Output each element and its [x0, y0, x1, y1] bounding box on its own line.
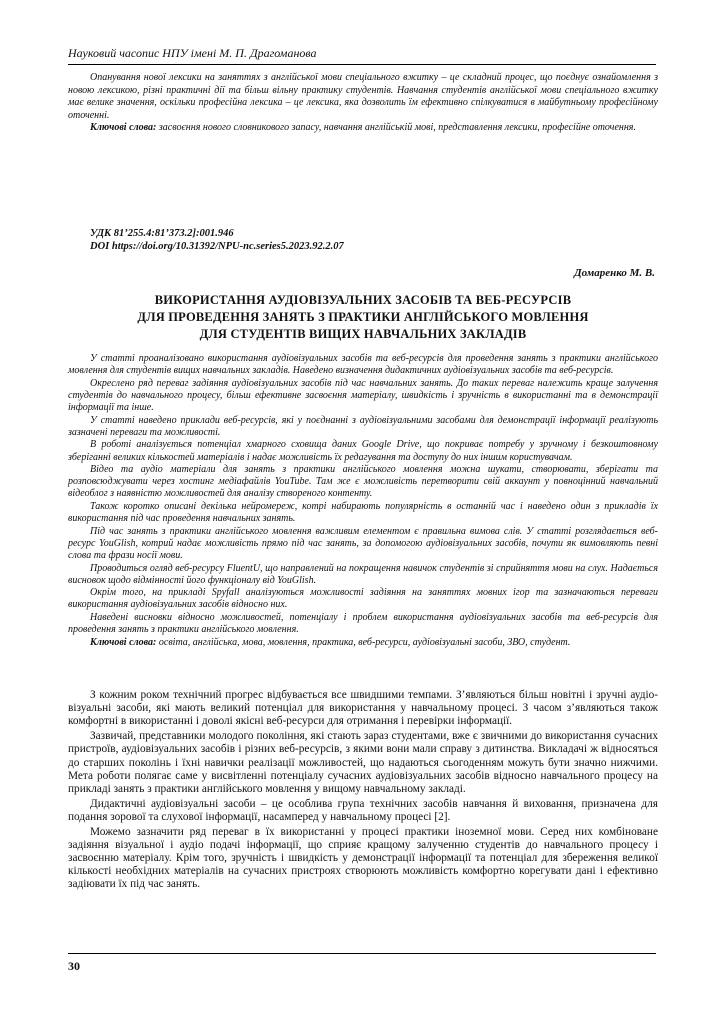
abstract-paragraph: Під час занять з практики англійського мовлення важливим елементом є правильна вимова слів. У статті розглядається веб-ресурс YouGlish, котрий надає можливість прямо під час занять, за допомогою аудіовізуальних засобів, почути як вимовляють певні слова та фрази носії мови. [68, 525, 658, 562]
header-rule [68, 64, 656, 65]
doi-link: DOI https://doi.org/10.31392/NPU-nc.series5.2023.92.2.07 [90, 241, 344, 252]
article-body [68, 689, 658, 893]
previous-article-abstract [68, 72, 658, 135]
keywords-label: Ключові слова: [90, 636, 157, 648]
body-paragraph: Дидактичні аудіовізуальні засоби – це особлива група технічних засобів навчання й виховання, призначена для подання зорової та слухової інформації, насамперед у навчальному процесі [2]. [68, 797, 658, 823]
abstract-paragraph: Проводиться огляд веб-ресурсу FluentU, що направлений на покращення навичок студентів зі сприйняття мови на слух. Надається висновок щодо відмінності його функціоналу від YouGlish. [68, 562, 658, 586]
article-abstract [68, 353, 658, 649]
article-identifiers [90, 227, 650, 253]
journal-header: Науковий часопис НПУ імені М. П. Драгоманова [68, 46, 317, 60]
title-line-1: ВИКОРИСТАННЯ АУДІОВІЗУАЛЬНИХ ЗАСОБІВ ТА ВЕБ-РЕСУРСІВ [154, 293, 572, 307]
previous-abstract-text: Опанування нової лексики на заняттях з англійської мови спеціального вжитку – це складний процес, що поєднує ознайомлення з новою лексикою, різні практичні дії та більш вільну практику студентів. Навчання студентів англійської мови спеціального вжитку має велике значення, оскільки професійна лексика – це лексика, яка дозволить їм ефективно спілкуватися в майбутньому професійному оточенні. [68, 72, 658, 121]
abstract-paragraph: В роботі аналізується потенціал хмарного сховища даних Google Drive, що покриває потребу у зручному і безкоштовному зберіганні великих кількостей матеріалів і надає можливість їх редагування та доступу до них іншим користувачам. [68, 439, 658, 463]
previous-keywords [68, 122, 658, 135]
abstract-paragraph: Відео та аудіо матеріали для занять з практики англійського мовлення можна шукати, створювати, зберігати та розповсюджувати через хостинг медіафайлів YouTube. Там же є можливість перетворити свій аккаунт у повноцінний навчальний відеоблог з наявністю можливостей для аналізу створеного контенту. [68, 464, 658, 500]
previous-keywords-label: Ключові слова: [90, 122, 157, 133]
previous-keywords-text: засвоєння нового словникового запасу, навчання англійській мові, представлення лексики, професійне оточення. [158, 122, 636, 133]
article-title [68, 292, 658, 343]
body-paragraph: Можемо зазначити ряд переваг в їх використанні у процесі практики іноземної мови. Серед них комбіноване задіяння візуальної і аудіо подачі інформації, що сприяє кращому залученню студентів до навчального процесу і засвоєнню матеріалу. Крім того, зручність і швидкість у демонстрації інформації та потенціал для збереження великої кількості необхідних матеріалів на сучасних пристроях створюють можливість комфортно корегувати дані і ефективно задіювати їх під час занять. [68, 825, 658, 891]
keywords-text: освіта, англійська, мова, мовлення, практика, веб-ресурси, аудіовізуальні засоби, ЗВО, студент. [158, 636, 571, 648]
abstract-paragraph: У статті наведено приклади веб-ресурсів, які у поєднанні з аудіовізуальними засобами для демонстрації інформації реалізують зазначені переваги та можливості. [68, 414, 658, 438]
title-line-2: ДЛЯ ПРОВЕДЕННЯ ЗАНЯТЬ З ПРАКТИКИ АНГЛІЙСЬКОГО МОВЛЕННЯ [137, 310, 589, 324]
title-line-3: ДЛЯ СТУДЕНТІВ ВИЩИХ НАВЧАЛЬНИХ ЗАКЛАДІВ [199, 327, 527, 341]
abstract-paragraph: Окреслено ряд переваг задіяння аудіовізуальних засобів під час навчальних занять. До таких переваг належить краще залучення студентів до навчального процесу, більш ефективне засвоєння матеріалу, швидкість і зручність в використанні та в демонстрації інформації та інше. [68, 377, 658, 414]
abstract-paragraph: Також коротко описані декілька нейромереж, котрі набирають популярність в останній час і наведено один з прикладів їх використання під час проведення навчальних занять. [68, 500, 658, 525]
page-number: 30 [68, 959, 80, 973]
footer-rule [68, 953, 656, 954]
abstract-paragraph: Наведені висновки відносно можливостей, потенціалу і проблем використання аудіовізуальних засобів та веб-ресурсів для проведення занять з практики англійського мовлення. [68, 611, 658, 636]
abstract-paragraph: Окрім того, на прикладі Spyfall аналізуються можливості задіяння на заняттях мовних ігор та зазначаються переваги використання аудіовізуальних засобів відносно них. [68, 587, 658, 611]
body-paragraph: Зазвичай, представники молодого покоління, які стають зараз студентами, вже є звичними до використання сучасних пристроїв, аудіовізуальних засобів і різних веб-ресурсів, з якими вони мали справу з дитинства. Викладачі ж відносяться до старших поколінь і їхні навички реалізації можливостей, що надаються сьогоденням можуть бути значно нижчими. Мета роботи полягає саме у висвітленні потенціалу сучасних аудіовізуальних засобів відносно навчального процесу на прикладі занять з практики англійського мовлення у вищому навчальному закладі. [68, 730, 658, 795]
body-paragraph: З кожним роком технічний прогрес відбувається все швидшими темпами. З’являються більш новітні і зручні аудіо-візуальні засоби, які мають великий потенціал для використання у навчальному процесі. З часом з’являються також комфортні в використанні і доволі якісні веб-ресурси для отримання і перевірки інформації. [68, 689, 658, 728]
abstract-paragraph: У статті проаналізовано використання аудіовізуальних засобів та веб-ресурсів для проведення занять з практики англійського мовлення для студентів вищих навчальних закладів. Наведено визначення дидактичних аудіовізуальних засобів та веб-ресурсів. [68, 353, 658, 377]
author-name: Домаренко М. В. [574, 267, 655, 279]
udk-code: УДК 81’255.4:81’373.2]:001.946 [90, 228, 234, 239]
abstract-keywords [68, 637, 658, 649]
